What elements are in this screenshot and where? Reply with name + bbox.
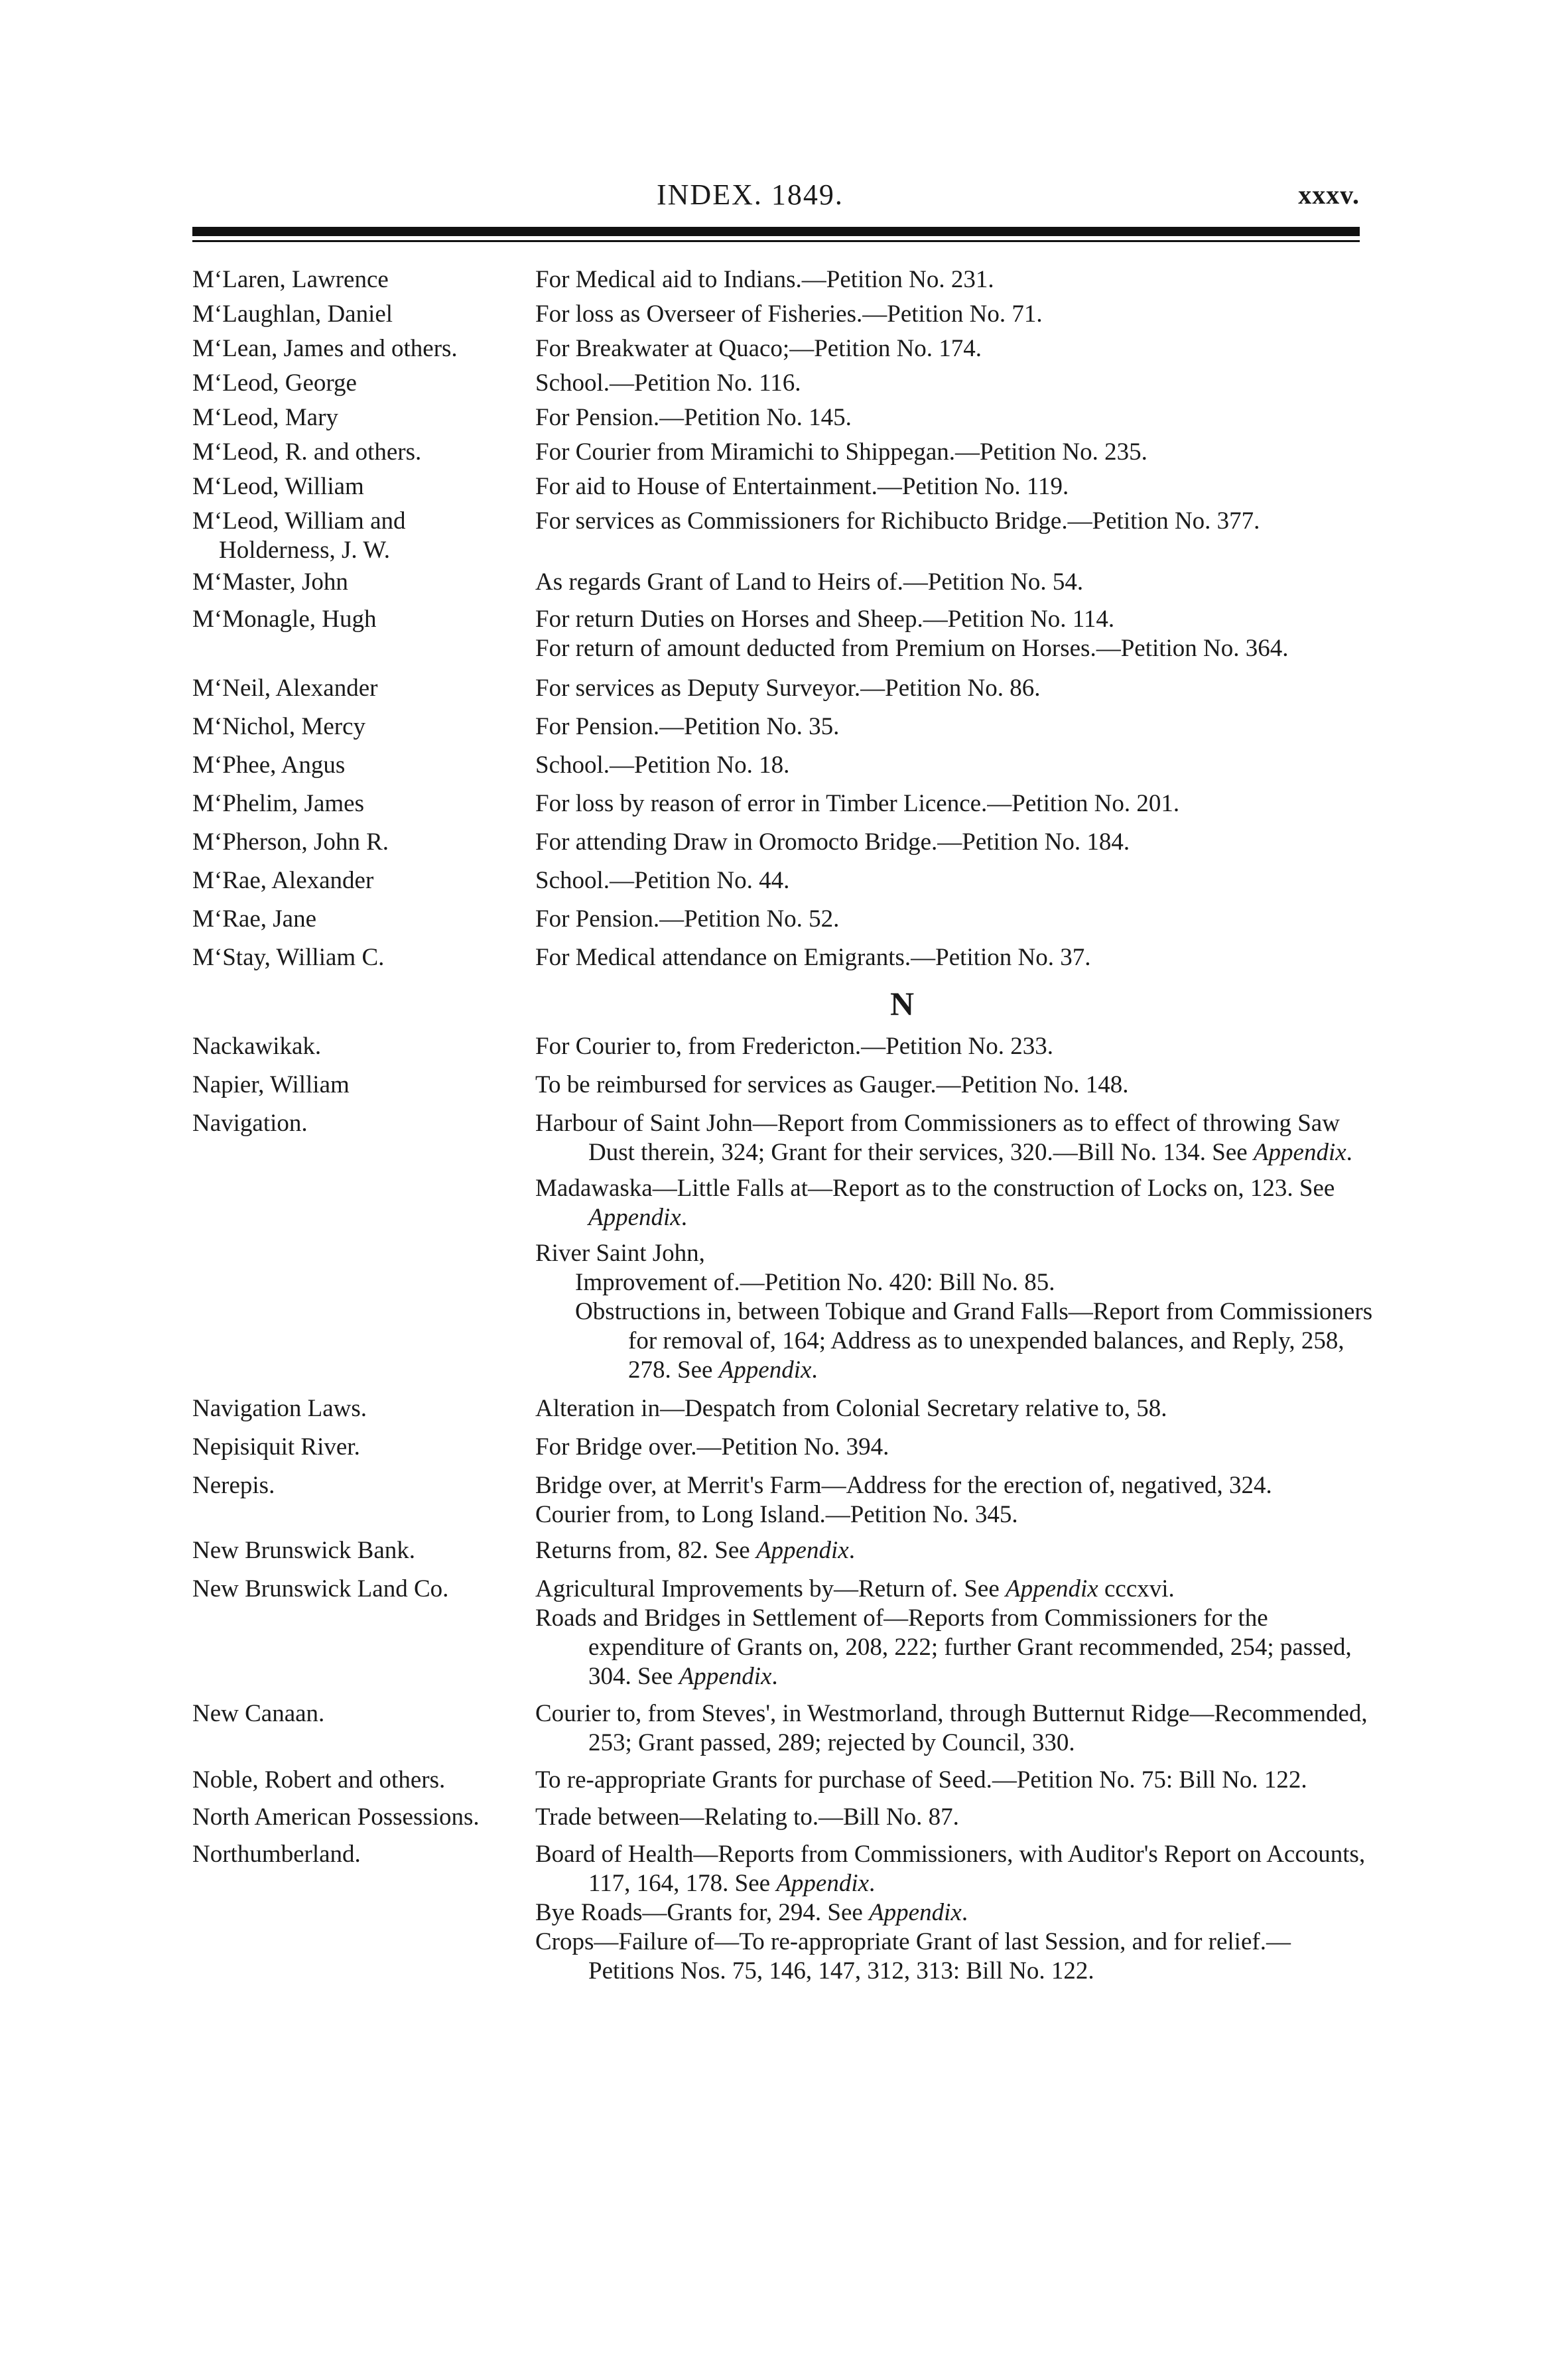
entry-description: For Courier from Miramichi to Shippegan.—Petition No. 235.	[535, 438, 1147, 466]
entry-name: Napier, William	[192, 1071, 350, 1098]
entry-description: For Medical attendance on Emigrants.—Petition No. 37.	[535, 944, 1091, 971]
index-entry	[192, 1394, 1373, 1423]
entry-name: Navigation.	[192, 1110, 308, 1137]
entry-name: New Brunswick Land Co.	[192, 1575, 449, 1602]
entry-description: School.—Petition No. 18.	[535, 752, 790, 779]
index-entry	[192, 1433, 1373, 1462]
entry-name: M‘Laren, Lawrence	[192, 266, 389, 293]
index-entry	[192, 1699, 1373, 1758]
entry-description: School.—Petition No. 116.	[535, 369, 801, 397]
entry-name: M‘Leod, William	[192, 473, 364, 500]
entry-name: M‘Phee, Angus	[192, 752, 346, 779]
index-entry	[192, 712, 1373, 742]
entry-name: M‘Laughlan, Daniel	[192, 300, 393, 328]
entry-name: New Canaan.	[192, 1700, 325, 1727]
page-header	[192, 178, 1360, 218]
entry-name: Navigation Laws.	[192, 1395, 367, 1422]
index-entry	[192, 605, 1373, 663]
entry-description: Board of Health—Reports from Commissioners, with Auditor's Report on Accounts, 117, 164, 178. See Appendix. Bye Roads—Grants for, 294. See Appendix. Crops—Failure of—To re-appropriate Grant of last Session, and for relief.—Petitions Nos. 75, 146, 147, 312, 313: Bill No. 122.	[535, 1841, 1366, 1985]
entry-description: For Courier to, from Fredericton.—Petition No. 233.	[535, 1033, 1054, 1060]
entry-name: M‘Leod, George	[192, 369, 357, 397]
entry-description: Bridge over, at Merrit's Farm—Address for the erection of, negatived, 324. Courier from, to Long Island.—Petition No. 345.	[535, 1472, 1272, 1528]
index-entry	[192, 1803, 1373, 1832]
index-entry	[192, 265, 1373, 294]
entry-description: Courier to, from Steves', in Westmorland, through Butternut Ridge—Recommended, 253; Grant passed, 289; rejected by Council, 330.	[535, 1700, 1368, 1756]
index-entry	[192, 568, 1373, 597]
index-entry	[192, 1471, 1373, 1530]
index-entry	[192, 789, 1373, 818]
n-entries	[192, 1032, 1373, 1986]
index-entry	[192, 866, 1373, 895]
index-entry	[192, 905, 1373, 934]
entry-name: M‘Leod, R. and others.	[192, 438, 422, 466]
index-entry	[192, 1109, 1373, 1385]
entry-description: Harbour of Saint John—Report from Commissioners as to effect of throwing Saw Dust therein, 324; Grant for their services, 320.—Bill No. 134. See Appendix. Madawaska—Little Falls at—Report as to the construction of Locks on, 123. See Appendix. River Saint John, Improvement of.—Petition No. 420: Bill No. 85. Obstructions in, between Tobique and Grand Falls—Report from Commissioners for removal of, 164; Address as to unexpended balances, and Reply, 258, 278. See Appendix.	[535, 1110, 1373, 1384]
header-rule-thin	[192, 240, 1360, 242]
entry-description: For Bridge over.—Petition No. 394.	[535, 1433, 889, 1461]
entry-description: For Pension.—Petition No. 145.	[535, 404, 852, 431]
section-letter: N	[889, 985, 915, 1022]
entry-description: For Medical aid to Indians.—Petition No. 231.	[535, 266, 994, 293]
entry-description: To re-appropriate Grants for purchase of Seed.—Petition No. 75: Bill No. 122.	[535, 1766, 1307, 1794]
entry-name: M‘Leod, William and Holderness, J. W.	[192, 507, 406, 564]
entry-name: Nackawikak.	[192, 1033, 322, 1060]
index-entry	[192, 403, 1373, 432]
entry-name: M‘Pherson, John R.	[192, 828, 389, 856]
entry-name: North American Possessions.	[192, 1803, 480, 1831]
entry-name: M‘Phelim, James	[192, 790, 364, 817]
entry-name: New Brunswick Bank.	[192, 1537, 416, 1564]
entry-name: M‘Master, John	[192, 568, 348, 596]
entry-name: M‘Monagle, Hugh	[192, 606, 377, 633]
entry-name: M‘Neil, Alexander	[192, 675, 378, 702]
entry-description: For loss by reason of error in Timber Licence.—Petition No. 201.	[535, 790, 1180, 817]
entry-description: As regards Grant of Land to Heirs of.—Petition No. 54.	[535, 568, 1084, 596]
index-entry	[192, 472, 1373, 501]
entry-description: For attending Draw in Oromocto Bridge.—Petition No. 184.	[535, 828, 1130, 856]
entry-description: For services as Deputy Surveyor.—Petition No. 86.	[535, 675, 1041, 702]
entry-name: M‘Rae, Alexander	[192, 867, 374, 894]
entry-description: For services as Commissioners for Richibucto Bridge.—Petition No. 377.	[535, 507, 1260, 535]
entry-description: For aid to House of Entertainment.—Petition No. 119.	[535, 473, 1069, 500]
index-entry	[192, 828, 1373, 857]
entry-description: Trade between—Relating to.—Bill No. 87.	[535, 1803, 959, 1831]
entry-description: For Pension.—Petition No. 35.	[535, 713, 840, 740]
index-entry	[192, 334, 1373, 363]
index-entry	[192, 1536, 1373, 1565]
index-entry	[192, 300, 1373, 329]
entry-name: Nepisiquit River.	[192, 1433, 360, 1461]
entry-description: For return Duties on Horses and Sheep.—Petition No. 114. For return of amount deducted from Premium on Horses.—Petition No. 364.	[535, 606, 1289, 662]
index-entry	[192, 1840, 1373, 1986]
index-entry	[192, 369, 1373, 398]
index-entry	[192, 438, 1373, 467]
entry-name: Noble, Robert and others.	[192, 1766, 446, 1794]
entry-name: M‘Nichol, Mercy	[192, 713, 365, 740]
entry-description: For loss as Overseer of Fisheries.—Petition No. 71.	[535, 300, 1043, 328]
index-entry	[192, 1071, 1373, 1100]
entry-description: Agricultural Improvements by—Return of. See Appendix cccxvi. Roads and Bridges in Settlement of—Reports from Commissioners for the expenditure of Grants on, 208, 222; further Grant recommended, 254; passed, 304. See Appendix.	[535, 1575, 1352, 1690]
entry-description: To be reimbursed for services as Gauger.—Petition No. 148.	[535, 1071, 1129, 1098]
page-title: INDEX. 1849.	[657, 178, 844, 211]
entry-name: M‘Lean, James and others.	[192, 335, 458, 362]
entry-description: Alteration in—Despatch from Colonial Secretary relative to, 58.	[535, 1395, 1167, 1422]
page-number: xxxv.	[1298, 180, 1360, 210]
entry-name: M‘Leod, Mary	[192, 404, 338, 431]
entry-name: Northumberland.	[192, 1841, 361, 1868]
index-entries	[192, 265, 1373, 1994]
index-entry	[192, 1032, 1373, 1061]
entry-name: M‘Rae, Jane	[192, 905, 316, 933]
entry-description: School.—Petition No. 44.	[535, 867, 790, 894]
index-entry	[192, 674, 1373, 703]
entry-name: Nerepis.	[192, 1472, 275, 1499]
m-entries	[192, 265, 1373, 972]
entry-description: For Breakwater at Quaco;—Petition No. 174.	[535, 335, 982, 362]
header-rule	[192, 227, 1360, 236]
index-entry	[192, 1766, 1373, 1795]
index-entry	[192, 943, 1373, 972]
entry-description: Returns from, 82. See Appendix.	[535, 1537, 855, 1564]
entry-description: For Pension.—Petition No. 52.	[535, 905, 840, 933]
index-entry	[192, 1575, 1373, 1691]
index-entry	[192, 507, 1373, 565]
entry-name: M‘Stay, William C.	[192, 944, 385, 971]
index-entry	[192, 751, 1373, 780]
